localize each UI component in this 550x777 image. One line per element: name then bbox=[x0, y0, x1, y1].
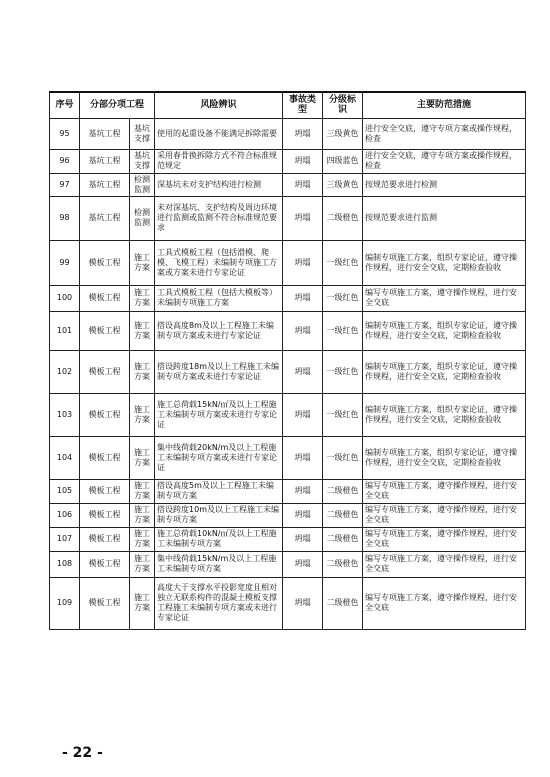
row-level: 二级橙色 bbox=[323, 196, 363, 240]
row-risk: 施工总荷载15kN/㎡及以上工程施工未编制专项方案或未进行专家论证 bbox=[155, 393, 283, 436]
row-accident-type: 坍塌 bbox=[283, 240, 323, 285]
risk-table bbox=[49, 91, 526, 630]
row-project: 基坑工程 bbox=[80, 196, 130, 240]
row-level: 四级蓝色 bbox=[323, 149, 363, 173]
row-subproject: 施工方案 bbox=[130, 285, 155, 311]
row-measure: 编制专项施工方案，组织专家论证，遵守操作规程，进行安全交底，定期检查验收 bbox=[363, 350, 526, 393]
row-risk: 深基坑未对支护结构进行检测 bbox=[155, 173, 283, 196]
row-project: 模板工程 bbox=[80, 577, 130, 629]
row-project: 基坑工程 bbox=[80, 173, 130, 196]
table-row bbox=[50, 551, 526, 577]
row-measure: 编制专项施工方案，组织专家论证，遵守操作规程，进行安全交底，定期检查验收 bbox=[363, 311, 526, 350]
row-subproject: 施工方案 bbox=[130, 577, 155, 629]
row-project: 模板工程 bbox=[80, 527, 130, 551]
row-accident-type: 坍塌 bbox=[283, 436, 323, 479]
row-subproject: 施工方案 bbox=[130, 503, 155, 527]
row-level: 三级黄色 bbox=[323, 118, 363, 149]
header-level: 分级标识 bbox=[323, 92, 363, 118]
row-accident-type: 坍塌 bbox=[283, 173, 323, 196]
row-level: 二级橙色 bbox=[323, 551, 363, 577]
table-row bbox=[50, 311, 526, 350]
table-row bbox=[50, 149, 526, 173]
header-no: 序号 bbox=[50, 92, 80, 118]
row-risk: 使用的起重设备不能满足拆除需要 bbox=[155, 118, 283, 149]
row-number: 101 bbox=[50, 311, 80, 350]
row-project: 基坑工程 bbox=[80, 149, 130, 173]
row-level: 三级黄色 bbox=[323, 173, 363, 196]
row-accident-type: 坍塌 bbox=[283, 149, 323, 173]
row-measure: 编制专项施工方案，组织专家论证，遵守操作规程，进行安全交底，定期检查验收 bbox=[363, 436, 526, 479]
row-project: 模板工程 bbox=[80, 393, 130, 436]
table-row bbox=[50, 436, 526, 479]
row-risk: 搭设高度8m及以上工程施工未编制专项方案或未进行专家论证 bbox=[155, 311, 283, 350]
row-number: 97 bbox=[50, 173, 80, 196]
header-risk: 风险辨识 bbox=[155, 92, 283, 118]
table-row bbox=[50, 503, 526, 527]
row-number: 100 bbox=[50, 285, 80, 311]
row-accident-type: 坍塌 bbox=[283, 479, 323, 503]
row-project: 基坑工程 bbox=[80, 118, 130, 149]
row-level: 一级红色 bbox=[323, 240, 363, 285]
row-project: 模板工程 bbox=[80, 479, 130, 503]
row-risk: 采用春骨换拆除方式不符合标准规范规定 bbox=[155, 149, 283, 173]
row-subproject: 施工方案 bbox=[130, 527, 155, 551]
header-project: 分部分项工程 bbox=[80, 92, 155, 118]
row-risk: 集中线荷载15kN/m及以上工程施工未编制专项方案 bbox=[155, 551, 283, 577]
row-measure: 编制专项施工方案，组织专家论证，遵守操作规程，进行安全交底，定期检查验收 bbox=[363, 393, 526, 436]
row-number: 96 bbox=[50, 149, 80, 173]
row-subproject: 施工方案 bbox=[130, 551, 155, 577]
row-measure: 编写专项施工方案，遵守操作规程，进行安全交底 bbox=[363, 577, 526, 629]
row-measure: 编制专项施工方案，组织专家论证，遵守操作规程，进行安全交底，定期检查验收 bbox=[363, 240, 526, 285]
row-level: 一级红色 bbox=[323, 350, 363, 393]
row-level: 一级红色 bbox=[323, 393, 363, 436]
row-measure: 编写专项施工方案，遵守操作规程，进行安全交底 bbox=[363, 479, 526, 503]
row-subproject: 检测监测 bbox=[130, 196, 155, 240]
row-number: 107 bbox=[50, 527, 80, 551]
row-accident-type: 坍塌 bbox=[283, 350, 323, 393]
row-level: 二级橙色 bbox=[323, 503, 363, 527]
row-number: 95 bbox=[50, 118, 80, 149]
row-number: 105 bbox=[50, 479, 80, 503]
row-level: 一级红色 bbox=[323, 311, 363, 350]
row-risk: 工具式模板工程（包括大模板等）未编制专项施工方案 bbox=[155, 285, 283, 311]
row-subproject: 施工方案 bbox=[130, 350, 155, 393]
table-row bbox=[50, 577, 526, 629]
row-measure: 编写专项施工方案，遵守操作规程，进行安全交底 bbox=[363, 527, 526, 551]
row-project: 模板工程 bbox=[80, 551, 130, 577]
table-row bbox=[50, 393, 526, 436]
row-number: 102 bbox=[50, 350, 80, 393]
row-number: 109 bbox=[50, 577, 80, 629]
table-row bbox=[50, 240, 526, 285]
table-row bbox=[50, 118, 526, 149]
header-measure: 主要防范措施 bbox=[363, 92, 526, 118]
row-measure: 按规范要求进行检测 bbox=[363, 173, 526, 196]
row-subproject: 施工方案 bbox=[130, 393, 155, 436]
row-measure: 编写专项施工方案，遵守操作规程，进行安全交底 bbox=[363, 285, 526, 311]
row-number: 99 bbox=[50, 240, 80, 285]
row-subproject: 施工方案 bbox=[130, 479, 155, 503]
row-risk: 工具式模板工程（包括滑模、爬模、飞模工程）未编制专项施工方案或方案未进行专家论证 bbox=[155, 240, 283, 285]
row-accident-type: 坍塌 bbox=[283, 527, 323, 551]
row-subproject: 施工方案 bbox=[130, 240, 155, 285]
row-measure: 编写专项施工方案，遵守操作规程，进行安全交底 bbox=[363, 551, 526, 577]
row-subproject: 基坑支撑 bbox=[130, 149, 155, 173]
row-measure: 进行安全交底，遵守专项方案或操作规程，检查 bbox=[363, 149, 526, 173]
row-subproject: 施工方案 bbox=[130, 311, 155, 350]
row-level: 一级红色 bbox=[323, 285, 363, 311]
row-measure: 编写专项施工方案，遵守操作规程，进行安全交底 bbox=[363, 503, 526, 527]
row-accident-type: 坍塌 bbox=[283, 577, 323, 629]
row-risk: 未对深基坑、支护结构及周边环境进行监测或监测不符合标准规范要求 bbox=[155, 196, 283, 240]
row-accident-type: 坍塌 bbox=[283, 393, 323, 436]
row-project: 模板工程 bbox=[80, 311, 130, 350]
row-accident-type: 坍塌 bbox=[283, 311, 323, 350]
row-project: 模板工程 bbox=[80, 240, 130, 285]
row-number: 108 bbox=[50, 551, 80, 577]
row-risk: 集中线荷载20kN/m及以上工程施工未编制专项方案或未进行专家论证 bbox=[155, 436, 283, 479]
table-header-row bbox=[50, 92, 526, 118]
row-project: 模板工程 bbox=[80, 503, 130, 527]
row-accident-type: 坍塌 bbox=[283, 196, 323, 240]
table-row bbox=[50, 527, 526, 551]
row-risk: 搭设跨度10m及以上工程施工未编制专项方案 bbox=[155, 503, 283, 527]
row-risk: 搭设跨度18m及以上工程施工未编制专项方案或未进行专家论证 bbox=[155, 350, 283, 393]
row-risk: 搭设高度5m及以上工程施工未编制专项方案 bbox=[155, 479, 283, 503]
row-level: 一级红色 bbox=[323, 436, 363, 479]
row-risk: 高度大于支撑水平投影宽度且相对独立无联系构件的混凝土模板支撑工程施工未编制专项方案或未进行专家论证 bbox=[155, 577, 283, 629]
table-row bbox=[50, 285, 526, 311]
header-type: 事故类型 bbox=[283, 92, 323, 118]
row-accident-type: 坍塌 bbox=[283, 503, 323, 527]
table-row bbox=[50, 173, 526, 196]
row-project: 模板工程 bbox=[80, 436, 130, 479]
row-number: 104 bbox=[50, 436, 80, 479]
row-subproject: 基坑支撑 bbox=[130, 118, 155, 149]
row-level: 二级橙色 bbox=[323, 527, 363, 551]
table-row bbox=[50, 350, 526, 393]
row-number: 106 bbox=[50, 503, 80, 527]
table-row bbox=[50, 196, 526, 240]
row-number: 103 bbox=[50, 393, 80, 436]
row-accident-type: 坍塌 bbox=[283, 118, 323, 149]
row-accident-type: 坍塌 bbox=[283, 285, 323, 311]
row-risk: 施工总荷载10kN/㎡及以上工程施工未编制专项方案 bbox=[155, 527, 283, 551]
row-measure: 进行安全交底，遵守专项方案或操作规程，检查 bbox=[363, 118, 526, 149]
row-project: 模板工程 bbox=[80, 350, 130, 393]
row-subproject: 检测监测 bbox=[130, 173, 155, 196]
row-level: 二级橙色 bbox=[323, 479, 363, 503]
row-project: 模板工程 bbox=[80, 285, 130, 311]
table-row bbox=[50, 479, 526, 503]
row-measure: 按规范要求进行监测 bbox=[363, 196, 526, 240]
row-accident-type: 坍塌 bbox=[283, 551, 323, 577]
page-number: - 22 - bbox=[62, 745, 103, 761]
row-number: 98 bbox=[50, 196, 80, 240]
row-subproject: 施工方案 bbox=[130, 436, 155, 479]
row-level: 二级橙色 bbox=[323, 577, 363, 629]
